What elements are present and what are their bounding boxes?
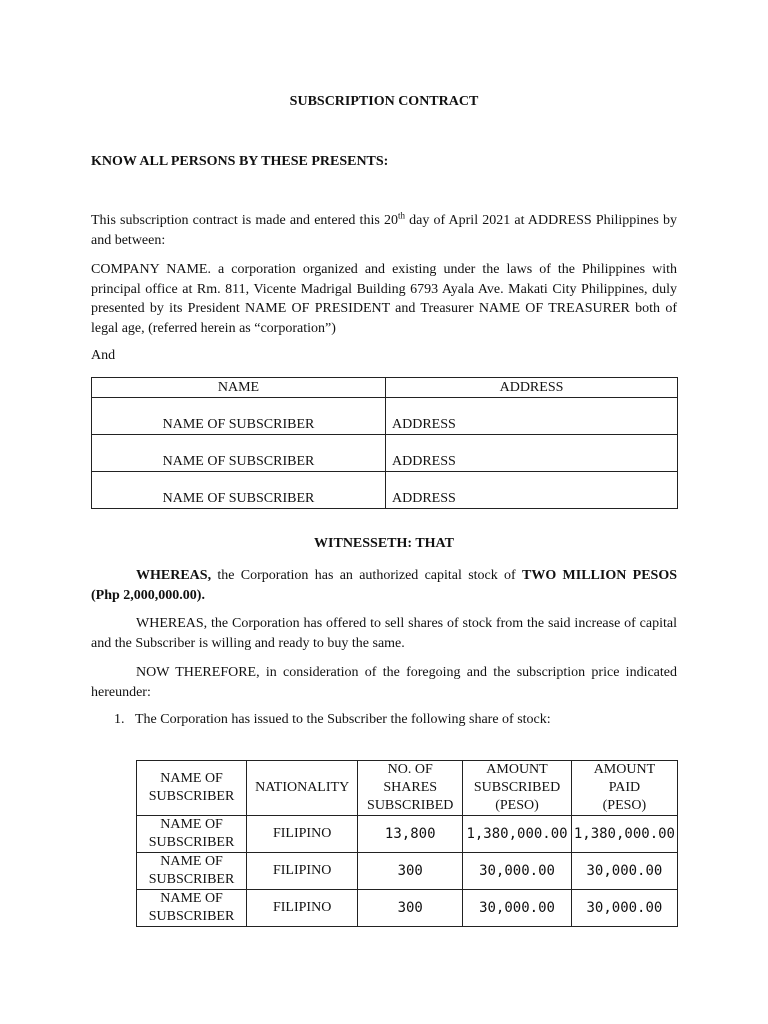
shares-table-header [137,761,678,816]
header-line: NO. OF [387,762,433,777]
table-row [92,398,678,435]
header-name: NAME [92,378,386,398]
header-amount-subscribed [463,761,572,816]
subscriber-address: ADDRESS [386,472,678,509]
header-no-of-shares [358,761,463,816]
header-line: NAME OF [160,771,223,786]
witnesseth-heading: WITNESSETH: THAT [314,536,454,551]
cell-nationality: FILIPINO [247,853,358,890]
subscribers-table-header [92,378,678,398]
header-name-of-subscriber [137,761,247,816]
header-line: PAID [608,780,641,795]
list-item-number: 1. [114,712,125,727]
subscribers-table [91,377,678,509]
table-row [137,890,678,927]
header-line: (PESO) [602,798,647,813]
header-line: SUBSCRIBER [148,789,235,804]
know-all-heading: KNOW ALL PERSONS BY THESE PRESENTS: [91,154,389,169]
cell-nationality: FILIPINO [247,890,358,927]
whereas-text: the Corporation has an authorized capital stock of [211,568,523,583]
table-row [92,435,678,472]
header-line: NATIONALITY [255,780,350,795]
cell-name [137,853,247,890]
whereas-offer: WHEREAS, the Corporation has offered to sell shares of stock from the said increase of capital and the Subscriber is willing and ready to buy the same. [91,616,677,651]
header-nationality [247,761,358,816]
intro-before-day: This subscription contract is made and entered this 20 [91,213,398,228]
intro-paragraph [91,211,677,250]
intro-after-day: day of April 2021 at ADDRESS Philippines by and between: [91,213,677,248]
table-row [137,853,678,890]
list-item-text: The Corporation has issued to the Subscriber the following share of stock: [135,712,551,727]
name-line: NAME OF [160,854,223,869]
cell-shares: 13,800 [358,816,463,853]
intro-day-suffix: th [397,210,405,221]
cell-name [137,816,247,853]
cell-shares: 300 [358,890,463,927]
cell-nationality: FILIPINO [247,816,358,853]
cell-shares: 300 [358,853,463,890]
header-line: AMOUNT [486,762,548,777]
header-line: SUBSCRIBED [473,780,561,795]
capital-amount: TWO MILLION PESOS (Php 2,000,000.00). [91,568,677,603]
name-line: SUBSCRIBER [148,909,235,924]
company-paragraph: COMPANY NAME. a corporation organized and existing under the laws of the Philippines with principal office at Rm. 811, Vicente Madrigal Building 6793 Ayala Ave. Makati City Philippines, duly presented by its President NAME OF PRESIDENT and Treasurer NAME OF TREASURER both of legal age, (referred herein as “corporation”) [91,262,677,336]
cell-amount-paid: 30,000.00 [571,890,677,927]
header-amount-paid [571,761,677,816]
header-address: ADDRESS [386,378,678,398]
subscriber-address: ADDRESS [386,398,678,435]
shares-table [136,760,678,927]
table-row [137,816,678,853]
cell-amount-subscribed: 30,000.00 [463,853,572,890]
subscriber-name: NAME OF SUBSCRIBER [92,398,386,435]
cell-amount-subscribed: 1,380,000.00 [463,816,572,853]
whereas-authorized-capital [91,566,677,605]
cell-amount-subscribed: 30,000.00 [463,890,572,927]
document-title: SUBSCRIPTION CONTRACT [289,94,479,109]
now-therefore: NOW THEREFORE, in consideration of the foregoing and the subscription price indicated hereunder: [91,665,677,700]
and-label: And [91,348,116,363]
name-line: SUBSCRIBER [148,872,235,887]
table-row [92,472,678,509]
header-line: (PESO) [495,798,539,813]
name-line: NAME OF [160,817,223,832]
name-line: SUBSCRIBER [148,835,235,850]
subscriber-name: NAME OF SUBSCRIBER [92,435,386,472]
subscriber-address: ADDRESS [386,435,678,472]
cell-name [137,890,247,927]
header-line: SUBSCRIBED [367,798,454,813]
subscriber-name: NAME OF SUBSCRIBER [92,472,386,509]
cell-amount-paid: 1,380,000.00 [571,816,677,853]
cell-amount-paid: 30,000.00 [571,853,677,890]
whereas-lead: WHEREAS, [136,568,212,583]
header-line: SHARES [383,780,438,795]
header-line: AMOUNT [593,762,656,777]
name-line: NAME OF [160,891,223,906]
